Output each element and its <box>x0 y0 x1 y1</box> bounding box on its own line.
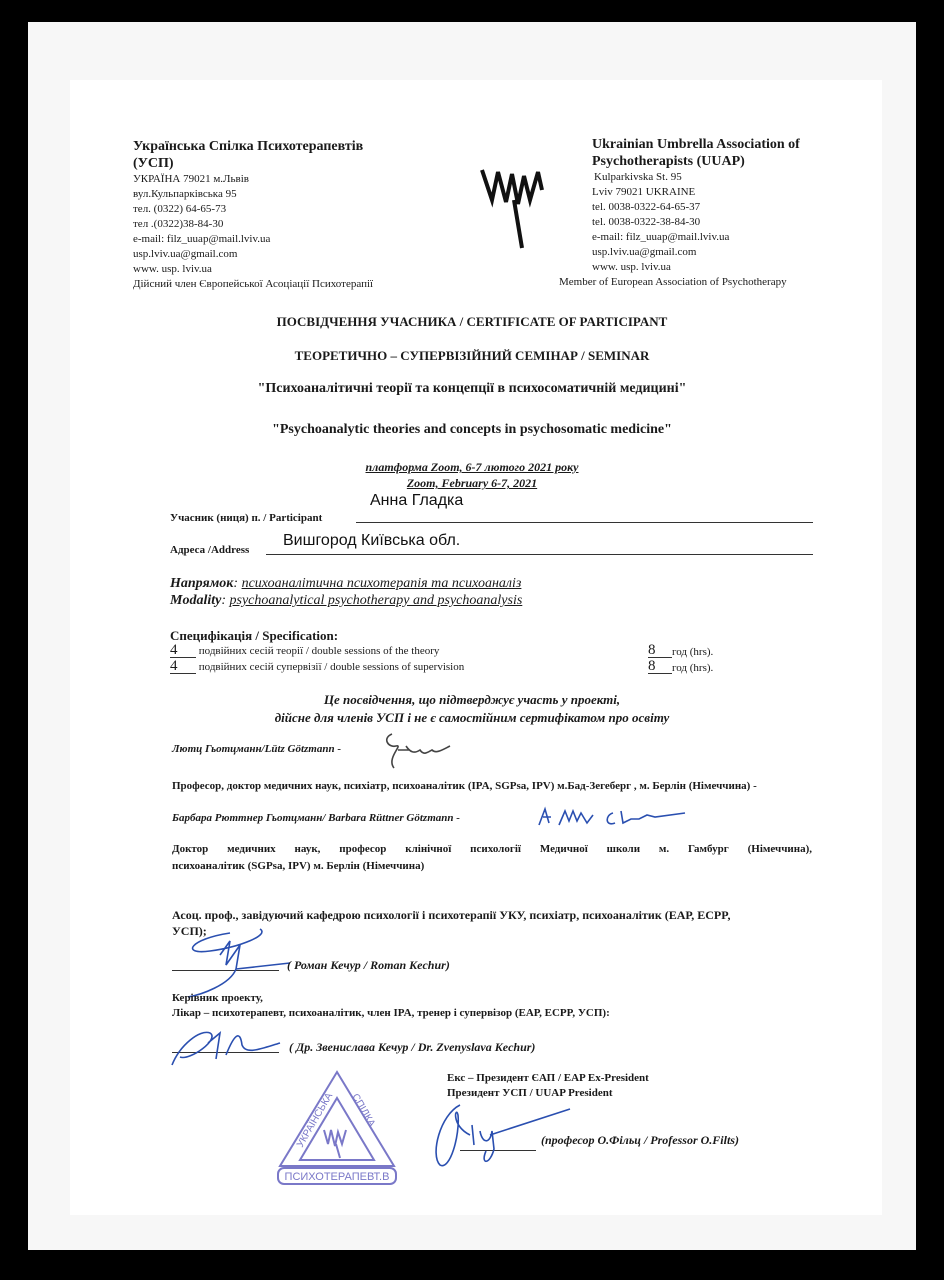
modality-ua-label: Напрямок <box>170 576 234 591</box>
topic-ua: "Психоаналітичні теорії та концепції в психосоматичній медицині" <box>257 381 687 396</box>
project-lead-label: Керівник проекту, <box>172 992 263 1004</box>
address-label: Адреса /Address <box>170 544 250 556</box>
ruttner-description-2: психоаналітик (SGPsa, IPV) м. Берлін (Німеччина) <box>172 860 425 872</box>
spec-unit: год (hrs). <box>672 646 714 658</box>
membership-line: Member of European Association of Psychotherapy <box>559 276 787 288</box>
notice-line-1: Це посвідчення, що підтверджує участь у проекті, <box>323 692 621 707</box>
spec-text: подвійних сесій теорії / double sessions of the theory <box>198 645 440 657</box>
spec-row <box>170 659 730 674</box>
kechur-description-2: УСП); <box>172 924 207 938</box>
address-line: Lviv 79021 UKRAINE <box>592 186 696 198</box>
email-line: e-mail: filz_uuap@mail.lviv.ua <box>592 231 730 243</box>
org-abbr-ua: (УСП) <box>133 156 174 171</box>
header-left <box>133 138 373 292</box>
notice-line-2: дійсне для членів УСП і не є самостійним сертифікатом про освіту <box>274 710 670 725</box>
lead-signature <box>170 1025 290 1070</box>
phone-line: tel. 0038-0322-64-65-37 <box>592 201 701 213</box>
email-line: usp.lviv.ua@gmail.com <box>592 246 697 258</box>
modality-ua-value: психоаналітична психотерапія та психоаналіз <box>241 576 522 591</box>
gotzmann-name: Лютц Гьотцманн/Lütz Götzmann - <box>172 743 342 755</box>
website-line: www. usp. lviv.ua <box>592 261 671 273</box>
filts-role-1: Екс – Президент ЄАП / EAP Ex-President <box>447 1072 649 1084</box>
email-line: e-mail: filz_uuap@mail.lviv.ua <box>133 233 271 245</box>
stamp-arc-left: УКРАЇНСЬКА <box>295 1091 336 1150</box>
kechur-name: ( Роман Кечур / Roman Kechur) <box>287 958 450 972</box>
ruttner-name: Барбара Рюттнер Гьотцманн/ Barbara Rüttner Götzmann - <box>172 812 460 824</box>
certificate-title: ПОСВІДЧЕННЯ УЧАСНИКА / CERTIFICATE OF PARTICIPANT <box>276 314 668 329</box>
participant-value[interactable]: Анна Гладка <box>370 492 464 509</box>
topic-en: "Psychoanalytic theories and concepts in psychosomatic medicine" <box>272 422 672 437</box>
platform-en: Zoom, February 6-7, 2021 <box>406 476 538 490</box>
phone-line: tel. 0038-0322-38-84-30 <box>592 216 701 228</box>
gotzmann-description: Професор, доктор медичних наук, психіатр, психоаналітик (IPA, SGPsa, IPV) м.Бад-Зегеберг , м. Берлін (Німеччина) - <box>172 780 757 792</box>
gotzmann-signature <box>380 728 470 778</box>
kechur-description-1: Асоц. проф., завідуючий кафедрою психології і психотерапії УКУ, психіатр, психоаналітик (ЕАР, ECPP, <box>172 908 731 922</box>
phone-line: тел .(0322)38-84-30 <box>133 218 224 230</box>
filts-name: (професор О.Фільц / Professor O.Filts) <box>541 1133 739 1147</box>
participant-line <box>356 522 813 523</box>
modality-en: Modality: psychoanalytical psychotherapy and psychoanalysis <box>170 593 523 608</box>
modality-en-label: Modality <box>170 593 222 608</box>
uuap-logo-icon <box>478 160 548 250</box>
seminar-title: ТЕОРЕТИЧНО – СУПЕРВІЗІЙНИЙ СЕМІНАР / SEMINAR <box>294 348 650 363</box>
project-lead-description: Лікар – психотерапевт, психоаналітик, член IPA, тренер і супервізор (ЕАР, ECPP, УСП): <box>172 1007 610 1019</box>
address-line-field <box>266 554 813 555</box>
spec-count: 4 <box>170 643 196 658</box>
stamp-bottom: ПСИХОТЕРАПЕВТ.В <box>284 1171 390 1183</box>
org-abbr-en: Psychotherapists (UUAP) <box>592 154 745 169</box>
participant-label: Учасник (ниця) п. / Participant <box>170 512 323 524</box>
membership-line: Дійсний член Європейської Асоціації Психотерапії <box>133 278 374 290</box>
spec-text: подвійних сесій супервізії / double sessions of supervision <box>198 661 465 673</box>
spec-row <box>170 643 730 658</box>
spec-unit: год (hrs). <box>672 662 714 674</box>
spec-hours: 8 <box>648 643 672 658</box>
specification-label: Специфікація / Specification: <box>170 628 339 643</box>
org-name-en: Ukrainian Umbrella Association of <box>592 137 800 152</box>
stamp-arc-right: СПІЛКА <box>349 1092 378 1129</box>
org-name-ua: Українська Спілка Психотерапевтів <box>133 139 364 154</box>
spec-hours: 8 <box>648 659 672 674</box>
platform-ua: платформа Zoom, 6-7 лютого 2021 року <box>365 460 579 474</box>
filts-role-2: Президент УСП / UUAP President <box>447 1087 613 1099</box>
phone-line: тел. (0322) 64-65-73 <box>133 203 227 215</box>
website-line: www. usp. lviv.ua <box>133 263 212 275</box>
association-stamp <box>272 1068 402 1188</box>
stamp-logo-icon <box>324 1130 346 1158</box>
lead-name: ( Др. Звенислава Кечур / Dr. Zvenyslava Kechur) <box>289 1040 536 1054</box>
address-line: Kulparkivska St. 95 <box>594 171 682 183</box>
modality-ua: Напрямок: психоаналітична психотерапія та психоаналіз <box>170 576 522 591</box>
address-line: УКРАЇНА 79021 м.Львів <box>133 173 249 185</box>
modality-en-value: psychoanalytical psychotherapy and psychoanalysis <box>229 593 523 608</box>
address-value[interactable]: Вишгород Київська обл. <box>283 532 461 549</box>
ruttner-signature <box>535 805 695 835</box>
ruttner-description-1: Доктор медичних наук, професор клінічної психології Медичної школи м. Гамбург (Німеччина), <box>172 843 812 855</box>
address-line: вул.Кульпарківська 95 <box>133 188 237 200</box>
email-line: usp.lviv.ua@gmail.com <box>133 248 238 260</box>
header-right <box>559 136 800 290</box>
spec-count: 4 <box>170 659 196 674</box>
